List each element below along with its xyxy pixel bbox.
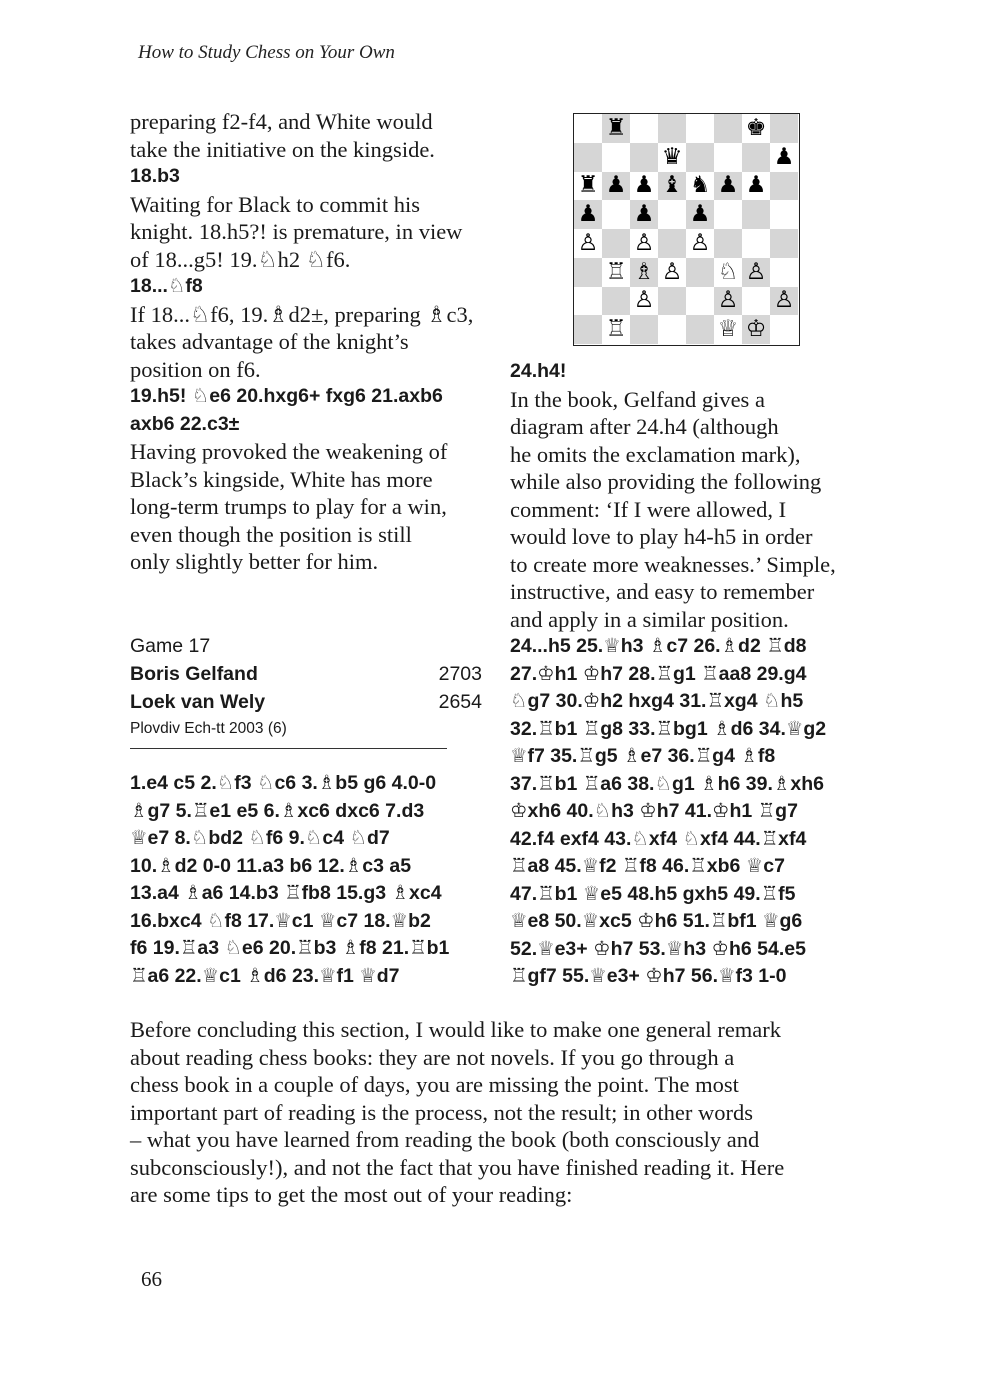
- text-line: only slightly better for him.: [130, 549, 379, 574]
- piece-square: ♝: [658, 172, 686, 201]
- black-player-row: [130, 688, 482, 716]
- running-head: How to Study Chess on Your Own: [138, 42, 395, 63]
- board-square: [630, 114, 658, 143]
- piece-square: ♛: [658, 143, 686, 172]
- piece-square: ♜: [602, 114, 630, 143]
- board-square: [742, 143, 770, 172]
- text-line: 32.♖b1 ♖g8 33.♖bg1 ♗d6 34.♕g2: [510, 717, 827, 740]
- piece-square: ♙: [686, 229, 714, 258]
- text-line: 27.♔h1 ♔h7 28.♖g1 ♖aa8 29.g4: [510, 662, 807, 685]
- move-annotation: [130, 383, 490, 438]
- text-line: ♔xh6 40.♘h3 ♔h7 41.♔h1 ♖g7: [510, 800, 798, 822]
- board-square: [658, 287, 686, 316]
- board-square: [770, 258, 798, 287]
- board-square: [770, 114, 798, 143]
- move-line: ♖a6 22.♕c1 ♗d6 23.♕f1 ♕d7: [130, 964, 400, 987]
- board-square: [658, 200, 686, 229]
- text-line: ♖a8 45.♕f2 ♖f8 46.♖xb6 ♕c7: [510, 855, 785, 877]
- board-square: [714, 114, 742, 143]
- board-square: [770, 229, 798, 258]
- text-line: Waiting for Black to commit his: [130, 191, 421, 217]
- text-line: even though the position is still: [130, 521, 412, 547]
- game-number: Game 17: [130, 635, 211, 657]
- text-line: to create more weaknesses.’ Simple,: [510, 551, 836, 577]
- move-line: 1.e4 c5 2.♘f3 ♘c6 3.♗b5 g6 4.0-0: [130, 772, 437, 794]
- text-line: preparing f2-f4, and White would: [130, 109, 433, 134]
- board-square: [574, 143, 602, 172]
- piece-square: ♗: [630, 258, 658, 287]
- text-line: ♖gf7 55.♕e3+ ♔h7 56.♕f3 1-0: [510, 965, 787, 987]
- chess-diagram: [573, 113, 800, 346]
- game-moves: [130, 770, 490, 990]
- piece-square: ♙: [714, 287, 742, 316]
- text-line: and apply in a similar position.: [510, 606, 789, 632]
- piece-square: ♕: [714, 315, 742, 344]
- text-line: about reading chess books: they are not novels. If you go through a: [130, 1044, 735, 1070]
- board-square: [770, 172, 798, 201]
- text-line: 47.♖b1 ♕e5 48.h5 gxh5 49.♖f5: [510, 882, 796, 905]
- text-line: If 18...♘f6, 19.♗d2±, preparing ♗c3,: [130, 301, 474, 327]
- board-square: [658, 114, 686, 143]
- piece-square: ♔: [742, 315, 770, 344]
- text-line: while also providing the following: [510, 469, 822, 494]
- piece-square: ♙: [574, 229, 602, 258]
- board-square: [742, 229, 770, 258]
- board-square: [742, 200, 770, 229]
- closing-paragraph: [130, 1016, 870, 1209]
- piece-square: ♙: [770, 287, 798, 316]
- white-player-name: Boris Gelfand: [130, 663, 258, 685]
- text-line: ♕e8 50.♕xc5 ♔h6 51.♖bf1 ♕g6: [510, 910, 803, 932]
- move-line: 16.bxc4 ♘f8 17.♕c1 ♕c7 18.♕b2: [130, 909, 431, 932]
- text-line: ♕f7 35.♖g5 ♗e7 36.♖g4 ♗f8: [510, 745, 776, 767]
- piece-square: ♙: [630, 287, 658, 316]
- divider: [130, 748, 447, 749]
- text-line: Before concluding this section, I would like to make one general remark: [130, 1017, 782, 1042]
- board-square: [742, 287, 770, 316]
- board-square: [770, 200, 798, 229]
- board-square: [602, 143, 630, 172]
- chessboard: [574, 114, 798, 344]
- text-line: he omits the exclamation mark),: [510, 441, 801, 467]
- text-line: subconsciously!), and not the fact that you have finished reading it. Here: [130, 1154, 785, 1180]
- piece-square: ♙: [742, 258, 770, 287]
- board-square: [658, 229, 686, 258]
- move-annotation: [130, 163, 490, 191]
- commentary-paragraph: [130, 108, 490, 163]
- piece-square: ♘: [714, 258, 742, 287]
- move-annotation: [510, 358, 870, 386]
- board-square: [686, 114, 714, 143]
- text-line: long-term trumps to play for a win,: [130, 494, 447, 519]
- left-column: [130, 108, 490, 576]
- text-line: – what you have learned from reading the book (both consciously and: [130, 1127, 760, 1152]
- text-line: 42.f4 exf4 43.♘xf4 ♘xf4 44.♖xf4: [510, 827, 807, 850]
- text-line: axb6 22.c3±: [130, 412, 240, 435]
- text-line: diagram after 24.h4 (although: [510, 414, 779, 439]
- commentary-paragraph: [510, 386, 870, 634]
- board-square: [686, 315, 714, 344]
- text-line: In the book, Gelfand gives a: [510, 386, 765, 412]
- text-line: 19.h5! ♘e6 20.hxg6+ fxg6 21.axb6: [130, 385, 443, 407]
- board-square: [574, 114, 602, 143]
- text-line: 18...♘f8: [130, 275, 203, 297]
- board-square: [686, 143, 714, 172]
- move-annotation: [130, 273, 490, 301]
- game-event: Plovdiv Ech-tt 2003 (6): [130, 720, 287, 737]
- black-player-name: Loek van Wely: [130, 691, 266, 713]
- right-column: [510, 358, 870, 991]
- commentary-paragraph: [130, 438, 490, 576]
- text-line: comment: ‘If I were allowed, I: [510, 496, 787, 522]
- text-line: instructive, and easy to remember: [510, 579, 815, 604]
- commentary-paragraph: [130, 191, 490, 274]
- text-line: 24...h5 25.♕h3 ♗c7 26.♗d2 ♖d8: [510, 635, 807, 657]
- board-square: [770, 315, 798, 344]
- piece-square: ♟: [630, 172, 658, 201]
- move-line: 13.a4 ♗a6 14.b3 ♖fb8 15.g3 ♗xc4: [130, 882, 442, 904]
- text-line: knight. 18.h5?! is premature, in view: [130, 219, 463, 244]
- board-square: [714, 200, 742, 229]
- board-square: [574, 258, 602, 287]
- piece-square: ♟: [770, 143, 798, 172]
- move-annotation: [510, 633, 870, 991]
- piece-square: ♟: [630, 200, 658, 229]
- board-square: [574, 287, 602, 316]
- game-header: [130, 632, 482, 742]
- piece-square: ♙: [658, 258, 686, 287]
- piece-square: ♟: [602, 172, 630, 201]
- text-line: Black’s kingside, White has more: [130, 466, 433, 492]
- text-line: 52.♕e3+ ♔h7 53.♕h3 ♔h6 54.e5: [510, 937, 806, 960]
- piece-square: ♟: [686, 200, 714, 229]
- board-square: [686, 287, 714, 316]
- text-line: ♘g7 30.♔h2 hxg4 31.♖xg4 ♘h5: [510, 690, 804, 712]
- board-square: [574, 315, 602, 344]
- black-player-rating: 2654: [438, 691, 482, 713]
- page-number: 66: [141, 1267, 162, 1291]
- move-line: f6 19.♖a3 ♘e6 20.♖b3 ♗f8 21.♖b1: [130, 937, 450, 959]
- board-square: [602, 200, 630, 229]
- board-square: [630, 143, 658, 172]
- piece-square: ♖: [602, 258, 630, 287]
- board-square: [602, 287, 630, 316]
- text-line: 18.b3: [130, 165, 180, 187]
- text-line: 37.♖b1 ♖a6 38.♘g1 ♗h6 39.♗xh6: [510, 772, 824, 795]
- board-square: [602, 229, 630, 258]
- text-line: 24.h4!: [510, 360, 567, 382]
- piece-square: ♟: [742, 172, 770, 201]
- white-player-row: [130, 660, 482, 688]
- board-square: [686, 258, 714, 287]
- commentary-paragraph: [130, 301, 490, 384]
- move-line: ♗g7 5.♖e1 e5 6.♗xc6 dxc6 7.d3: [130, 799, 425, 822]
- piece-square: ♖: [602, 315, 630, 344]
- move-line: 10.♗d2 0-0 11.a3 b6 12.♗c3 a5: [130, 854, 412, 877]
- piece-square: ♚: [742, 114, 770, 143]
- piece-square: ♜: [574, 172, 602, 201]
- piece-square: ♞: [686, 172, 714, 201]
- text-line: important part of reading is the process, not the result; in other words: [130, 1099, 753, 1125]
- text-line: would love to play h4-h5 in order: [510, 524, 813, 549]
- white-player-rating: 2703: [438, 663, 482, 685]
- text-line: take the initiative on the kingside.: [130, 136, 435, 162]
- board-square: [714, 229, 742, 258]
- piece-square: ♟: [714, 172, 742, 201]
- piece-square: ♙: [630, 229, 658, 258]
- board-square: [658, 315, 686, 344]
- text-line: are some tips to get the most out of your reading:: [130, 1182, 573, 1207]
- text-line: position on f6.: [130, 356, 261, 382]
- board-square: [630, 315, 658, 344]
- text-line: of 18...g5! 19.♘h2 ♘f6.: [130, 246, 351, 272]
- move-line: ♕e7 8.♘bd2 ♘f6 9.♘c4 ♘d7: [130, 827, 390, 849]
- text-line: takes advantage of the knight’s: [130, 329, 409, 354]
- text-line: chess book in a couple of days, you are missing the point. The most: [130, 1072, 739, 1097]
- text-line: Having provoked the weakening of: [130, 439, 448, 464]
- piece-square: ♟: [574, 200, 602, 229]
- board-square: [714, 143, 742, 172]
